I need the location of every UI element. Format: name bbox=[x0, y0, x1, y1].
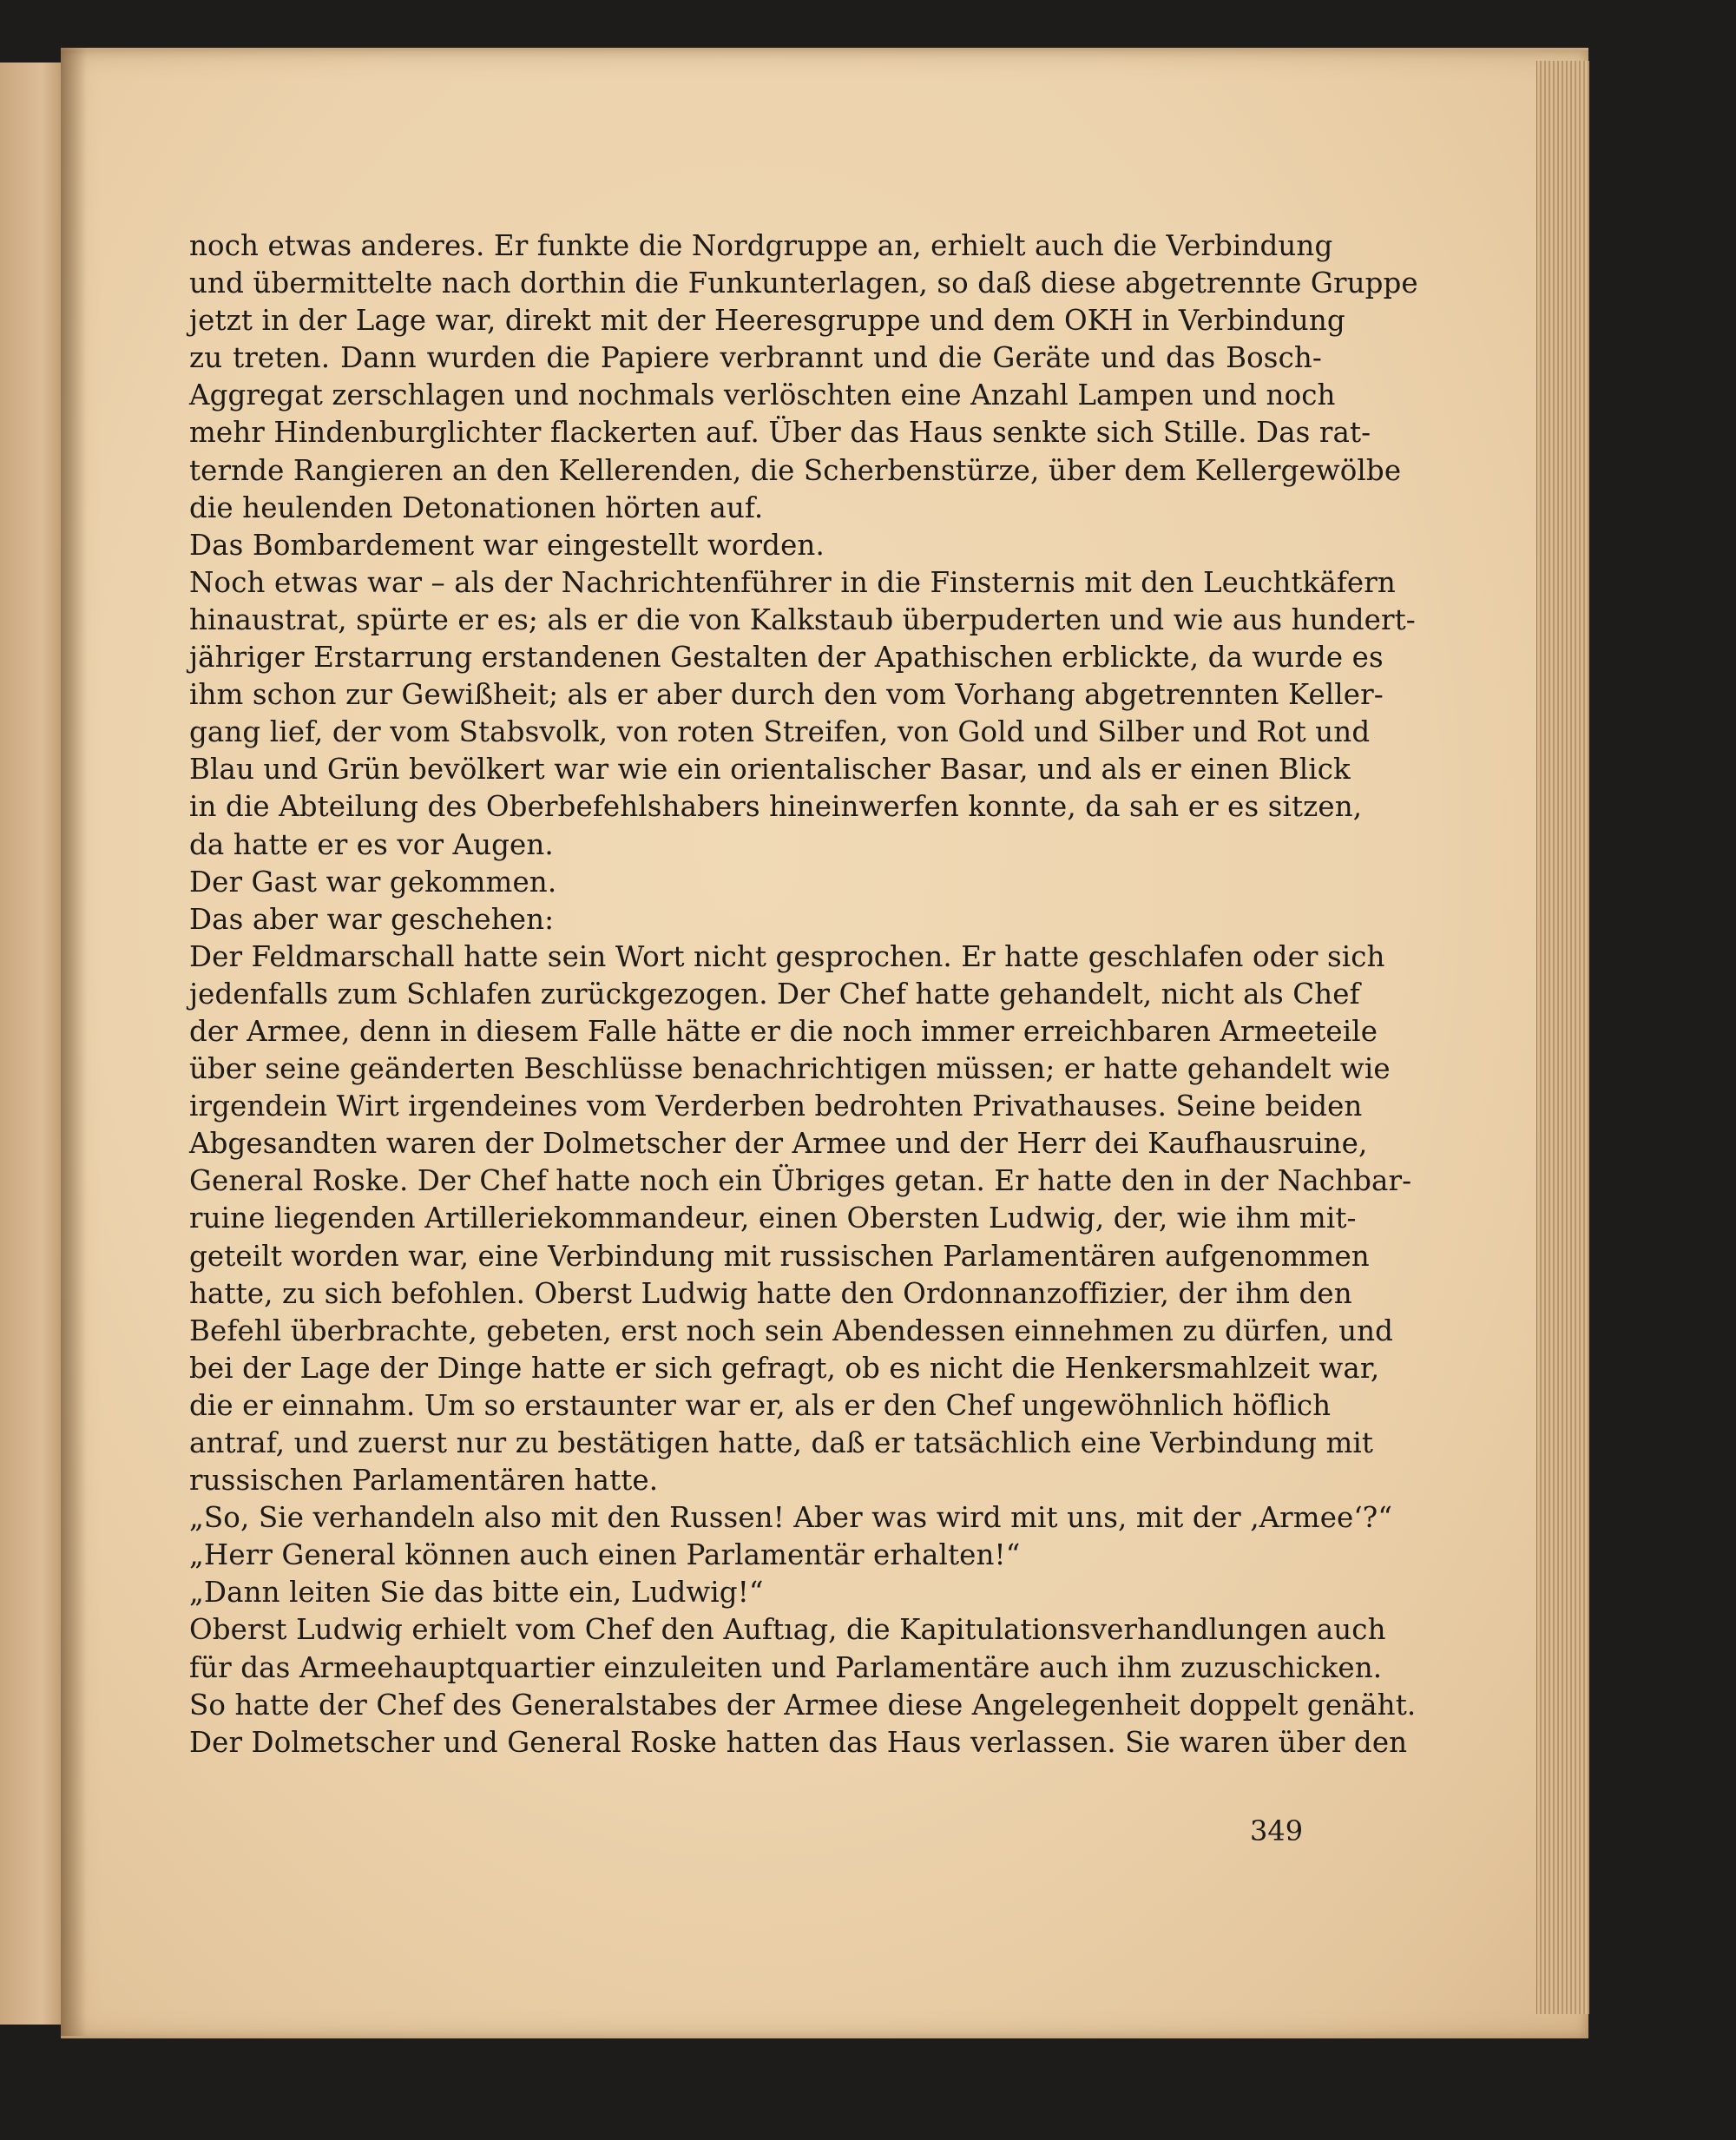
text-line: hinaustrat, spürte er es; als er die von Kalkstaub überpuderten und wie aus hundert- bbox=[189, 602, 1416, 636]
text-line: antraf, und zuerst nur zu bestätigen hatte, daß er tatsächlich eine Verbindung mit bbox=[189, 1426, 1374, 1459]
text-line: ruine liegenden Artilleriekommandeur, einen Obersten Ludwig, der, wie ihm mit- bbox=[189, 1202, 1357, 1235]
text-line: Abgesandten waren der Dolmetscher der Armee und der Herr dei Kaufhausruine, bbox=[189, 1127, 1368, 1161]
text-line: „Dann leiten Sie das bitte ein, Ludwig!“ bbox=[189, 1576, 764, 1610]
text-line: General Roske. Der Chef hatte noch ein Übriges getan. Er hatte den in der Nachbar- bbox=[189, 1164, 1412, 1198]
spine-shadow bbox=[61, 48, 87, 2036]
text-line: „Herr General können auch einen Parlamentär erhalten!“ bbox=[189, 1538, 1021, 1572]
text-line: russischen Parlamentären hatte. bbox=[189, 1464, 659, 1498]
text-line: jähriger Erstarrung erstandenen Gestalten der Apathischen erblickte, da wurde es bbox=[189, 641, 1384, 675]
text-line: gang lief, der vom Stabsvolk, von roten Streifen, von Gold und Silber und Rot und bbox=[189, 715, 1371, 749]
text-line: Das aber war geschehen: bbox=[189, 902, 555, 936]
text-line: ihm schon zur Gewißheit; als er aber durch den vom Vorhang abgetrennten Keller- bbox=[189, 678, 1384, 712]
text-line: ternde Rangieren an den Kellerenden, die Scherbenstürze, über dem Kellergewölbe bbox=[189, 453, 1402, 487]
text-line: die heulenden Detonationen hörten auf. bbox=[189, 491, 764, 524]
text-line: Aggregat zerschlagen und nochmals verlöschten eine Anzahl Lampen und noch bbox=[189, 379, 1336, 412]
text-line: So hatte der Chef des Generalstabes der Armee diese Angelegenheit doppelt genäht. bbox=[189, 1688, 1417, 1722]
text-line: hatte, zu sich befohlen. Oberst Ludwig hatte den Ordonnanzoffizier, der ihm den bbox=[189, 1276, 1352, 1310]
text-line: Der Gast war gekommen. bbox=[189, 865, 557, 899]
text-line: jedenfalls zum Schlafen zurückgezogen. Der Chef hatte gehandelt, nicht als Chef bbox=[189, 977, 1360, 1011]
text-line: über seine geänderten Beschlüsse benachrichtigen müssen; er hatte gehandelt wie bbox=[189, 1052, 1391, 1086]
text-line: noch etwas anderes. Er funkte die Nordgruppe an, erhielt auch die Verbindung bbox=[189, 229, 1333, 262]
text-line: Blau und Grün bevölkert war wie ein orientalischer Basar, und als er einen Blick bbox=[189, 753, 1351, 787]
text-line: und übermittelte nach dorthin die Funkunterlagen, so daß diese abgetrennte Gruppe bbox=[189, 267, 1418, 300]
text-line: mehr Hindenburglichter flackerten auf. Über das Haus senkte sich Stille. Das rat- bbox=[189, 416, 1371, 450]
text-line: zu treten. Dann wurden die Papiere verbrannt und die Geräte und das Bosch- bbox=[189, 341, 1322, 375]
text-line: „So, Sie verhandeln also mit den Russen! Aber was wird mit uns, mit der ‚Armee‘?“ bbox=[189, 1501, 1393, 1535]
page-number: 349 bbox=[1250, 1814, 1304, 1847]
text-line: für das Armeehauptquartier einzuleiten und Parlamentäre auch ihm zuzuschicken. bbox=[189, 1650, 1383, 1684]
text-line: Der Feldmarschall hatte sein Wort nicht gesprochen. Er hatte geschlafen oder sich bbox=[189, 939, 1385, 973]
text-line: bei der Lage der Dinge hatte er sich gefragt, ob es nicht die Henkersmahlzeit war, bbox=[189, 1351, 1380, 1385]
text-line: der Armee, denn in diesem Falle hätte er die noch immer erreichbaren Armeeteile bbox=[189, 1014, 1378, 1048]
text-line: da hatte er es vor Augen. bbox=[189, 827, 554, 861]
text-line: Befehl überbrachte, gebeten, erst noch sein Abendessen einnehmen zu dürfen, und bbox=[189, 1314, 1394, 1347]
text-line: die er einnahm. Um so erstaunter war er, als er den Chef ungewöhnlich höflich bbox=[189, 1388, 1332, 1422]
text-line: Noch etwas war – als der Nachrichtenführer in die Finsternis mit den Leuchtkäfern bbox=[189, 565, 1396, 599]
text-line: Der Dolmetscher und General Roske hatten das Haus verlassen. Sie waren über den bbox=[189, 1725, 1408, 1759]
text-line: Das Bombardement war eingestellt worden. bbox=[189, 528, 825, 562]
page-stack-edge bbox=[1536, 61, 1589, 2014]
text-line: irgendein Wirt irgendeines vom Verderben bedrohten Privathauses. Seine beiden bbox=[189, 1090, 1363, 1123]
text-line: Oberst Ludwig erhielt vom Chef den Auftıag, die Kapitulationsverhandlungen auch bbox=[189, 1613, 1386, 1647]
text-line: jetzt in der Lage war, direkt mit der Heeresgruppe und dem OKH in Verbindung bbox=[189, 304, 1345, 338]
body-text bbox=[189, 227, 1418, 1761]
text-line: in die Abteilung des Oberbefehlshabers hineinwerfen konnte, da sah er es sitzen, bbox=[189, 790, 1363, 824]
text-line: geteilt worden war, eine Verbindung mit russischen Parlamentären aufgenommen bbox=[189, 1239, 1370, 1273]
